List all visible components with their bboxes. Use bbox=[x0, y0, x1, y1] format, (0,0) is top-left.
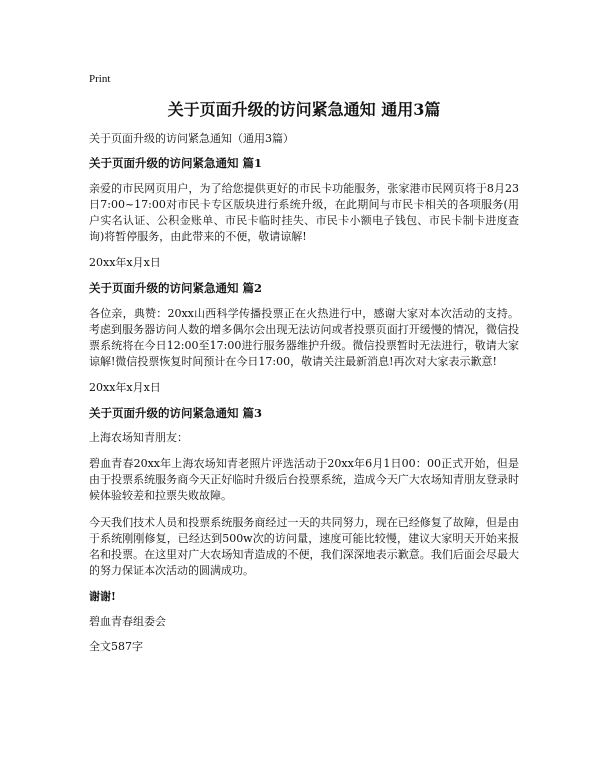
section-3-greeting: 上海农场知青朋友： bbox=[89, 431, 188, 444]
section-1-body: 亲爱的市民网页用户，为了给您提供更好的市民卡功能服务，张家港市民网页将于8月23日7:00~17:00对市民卡专区版块进行系统升级，在此期间与市民卡相关的各项服务(用户实名认证、公积金账单、市民卡临时挂失、市民卡小额电子钱包、市民卡制卡进度查询)将暂停服务，由此带来的不便，敬请谅解! bbox=[89, 182, 519, 243]
section-3-paragraph-1: 碧血青春20xx年上海农场知青老照片评选活动于20xx年6月1日00：00正式开始，但是由于投票系统服务商今天正好临时升级后台投票系统，造成今天广大农场知青朋友登录时候体验较差和拉票失败故障。 bbox=[89, 457, 519, 502]
section-1-date: 20xx年x月x日 bbox=[89, 256, 161, 269]
section-3-heading: 关于页面升级的访问紧急通知 篇3 bbox=[89, 406, 263, 420]
section-2-date: 20xx年x月x日 bbox=[89, 381, 161, 394]
section-3-paragraph-2: 今天我们技术人员和投票系统服务商经过一天的共同努力，现在已经修复了故障，但是由于系统刚刚修复，已经达到500w次的访问量，速度可能比较慢，建议大家明天开始来报名和投票。在这里对广大农场知青造成的不便，我们深深地表示歉意。我们后面会尽最大的努力保证本次活动的圆满成功。 bbox=[89, 516, 519, 577]
section-2-heading: 关于页面升级的访问紧急通知 篇2 bbox=[89, 281, 263, 295]
word-count: 全文587字 bbox=[89, 640, 143, 653]
document-page bbox=[89, 72, 519, 665]
section-3-signature: 碧血青春组委会 bbox=[89, 615, 166, 628]
document-subtitle: 关于页面升级的访问紧急通知（通用3篇） bbox=[89, 132, 294, 145]
section-3-thanks: 谢谢! bbox=[89, 590, 116, 603]
page-title: 关于页面升级的访问紧急通知 通用3篇 bbox=[167, 100, 441, 119]
section-2-body: 各位亲，典赞：20xx山西科学传播投票正在火热进行中，感谢大家对本次活动的支持。考虑到服务器访问人数的增多偶尔会出现无法访问或者投票页面打开缓慢的情况，微信投票系统将在今日12:00至17:00进行服务器维护升级。微信投票暂时无法进行，敬请大家谅解!微信投票恢复时间预计在今日17:00，敬请关注最新消息!再次对大家表示歉意! bbox=[89, 307, 519, 368]
section-1-heading: 关于页面升级的访问紧急通知 篇1 bbox=[89, 156, 263, 170]
print-label[interactable]: Print bbox=[89, 73, 111, 85]
